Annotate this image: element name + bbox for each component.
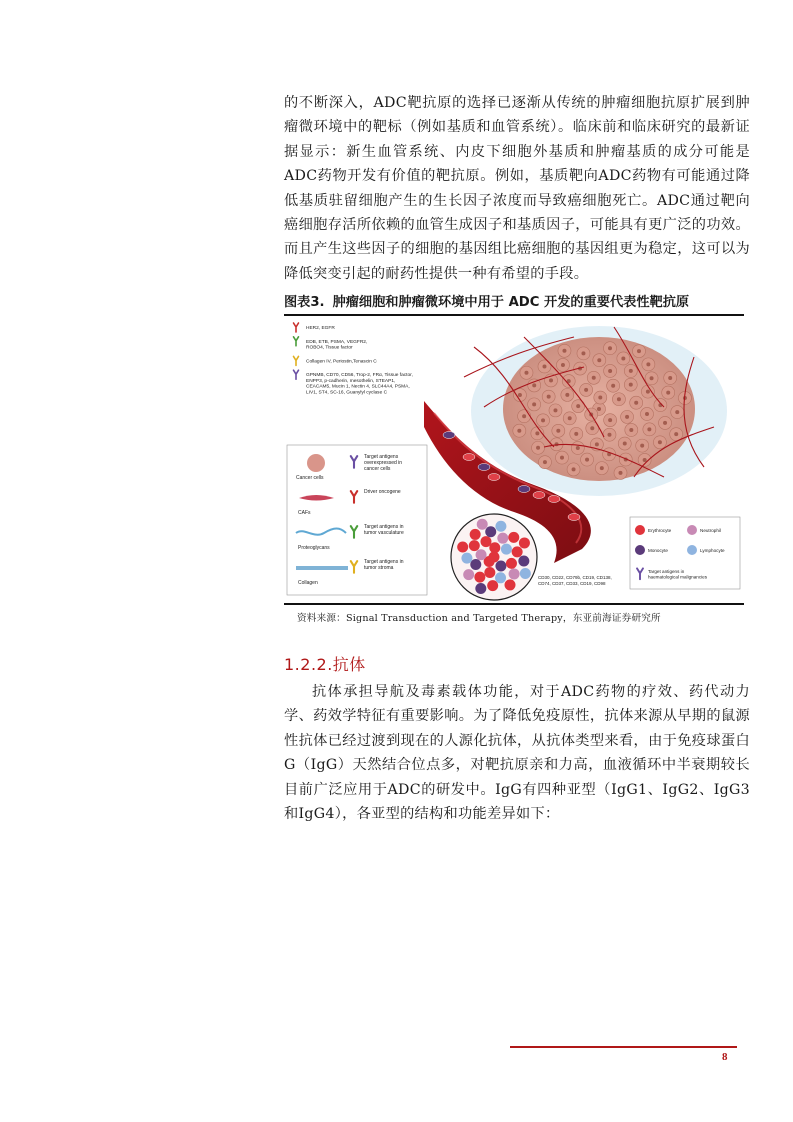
blood-cell-icon (687, 525, 697, 535)
blood-cell (505, 579, 516, 590)
cell-nucleus (658, 440, 662, 444)
cell-nucleus (581, 351, 585, 355)
figure-number: 图表3. (284, 295, 325, 310)
cell-nucleus (522, 414, 526, 418)
cell-nucleus (518, 393, 522, 397)
tumor-microenvironment-diagram (284, 317, 744, 601)
cell-nucleus (611, 384, 615, 388)
blood-cell (501, 544, 512, 555)
cell-nucleus (625, 415, 629, 419)
cell-legend-label: Cancer cells (296, 475, 324, 481)
antigen-legend-label: HER2, EGFR (306, 326, 335, 331)
blood-cell (508, 532, 519, 543)
target-legend-label: Target antigens in tumor vasculature (364, 524, 404, 536)
cell-nucleus (543, 460, 547, 464)
blood-cell (512, 546, 523, 557)
cell-nucleus (668, 376, 672, 380)
blood-cell (463, 454, 475, 461)
cell-nucleus (640, 444, 644, 448)
cell-nucleus (568, 416, 572, 420)
blood-cell-label: Lymphocyte (700, 547, 725, 553)
cell-nucleus (560, 456, 564, 460)
figure-source: 资料来源：Signal Transduction and Targeted Therapy，东亚前海证券研究所 (297, 613, 661, 624)
blood-cell (495, 561, 506, 572)
cell-legend-label: CAFs (298, 510, 311, 516)
cell-nucleus (598, 396, 602, 400)
blood-cell (509, 568, 520, 579)
blood-cell (568, 514, 580, 521)
cell-nucleus (608, 418, 612, 422)
target-legend-label: Target antigens in tumor stroma (364, 559, 404, 571)
cell-nucleus (556, 429, 560, 433)
cell-nucleus (674, 432, 678, 436)
blood-cell (443, 432, 455, 439)
cell-nucleus (542, 364, 546, 368)
cell-nucleus (597, 407, 601, 411)
antibody-icon (294, 356, 299, 365)
antibody-icon (294, 323, 299, 332)
cell-nucleus (592, 376, 596, 380)
cell-legend-box (287, 445, 427, 595)
page-number: 8 (722, 1051, 728, 1063)
blood-cell (518, 486, 530, 493)
blood-cell-label: Monocyte (648, 547, 668, 553)
blood-cell (475, 583, 486, 594)
figure-title (284, 294, 742, 312)
cell-nucleus (675, 410, 679, 414)
blood-cell (457, 542, 468, 553)
blood-cell-icon (635, 545, 645, 555)
blood-cell (488, 474, 500, 481)
cell-nucleus (600, 466, 604, 470)
collagen-icon (296, 566, 348, 570)
cell-nucleus (517, 429, 521, 433)
cell-nucleus (645, 412, 649, 416)
blood-cell (487, 580, 498, 591)
cell-nucleus (663, 421, 667, 425)
blood-cell (495, 572, 506, 583)
cell-nucleus (572, 467, 576, 471)
cell-nucleus (595, 442, 599, 446)
blood-cell (519, 537, 530, 548)
cell-legend-label: Proteoglycans (298, 545, 330, 551)
blood-cell (470, 559, 481, 570)
target-legend-label: Target antigens overexpressed in cancer cells (364, 454, 403, 472)
cell-nucleus (597, 358, 601, 362)
blood-cell (476, 549, 487, 560)
cell-nucleus (541, 418, 545, 422)
antigen-legend-label: GPNMB, CD70, CD56, Trop-2, FRα, Tissue factor, ENPP3, p-cadherin, mesothelin, STEAP1, CEACAM5, Mucin 1, Nectin 4, SLC44A4, PSMA, LIV1, ST4, SC-16, Guanylyl cyclase C (306, 373, 413, 396)
cell-nucleus (608, 369, 612, 373)
blood-cell (548, 496, 560, 503)
cell-nucleus (629, 428, 633, 432)
blood-cell (485, 526, 496, 537)
cell-nucleus (646, 362, 650, 366)
blood-cell-icon (687, 545, 697, 555)
paragraph-1: 的不断深入，ADC靶抗原的选择已逐渐从传统的肿瘤细胞抗原扩展到肿瘤微环境中的靶标（例如基质和血管系统）。临床前和临床研究的最新证据显示：新生血管系统、内皮下细胞外基质和肿瘤基质的成分可能是ADC药物开发有价值的靶抗原。例如，基质靶向ADC药物有可能通过降低基质驻留细胞产生的生长因子浓度而导致癌细胞死亡。ADC通过靶向癌细胞存活所依赖的血管生成因子和基质因子，可能具有更广泛的功效。而且产生这些因子的细胞的基因组比癌细胞的基因组更为稳定，这可以为降低突变引起的耐药性提供一种有希望的手段。 (284, 95, 750, 282)
cell-nucleus (536, 446, 540, 450)
blood-cell (478, 464, 490, 471)
cell-nucleus (547, 395, 551, 399)
cell-nucleus (629, 369, 633, 373)
antibody-icon (294, 337, 299, 346)
cell-nucleus (623, 442, 627, 446)
cell-nucleus (637, 349, 641, 353)
cell-nucleus (621, 356, 625, 360)
antibody-icon (294, 370, 299, 379)
cell-nucleus (617, 397, 621, 401)
section-heading (284, 652, 366, 675)
antigen-legend-label: EDB, ETB, PSMA, VEGFR2, ROBO4, Tissue factor (306, 339, 368, 351)
blood-cell (474, 572, 485, 583)
cell-nucleus (532, 383, 536, 387)
cell-nucleus (576, 404, 580, 408)
footer-rule (510, 1046, 737, 1048)
blood-cell (518, 556, 529, 567)
cell-nucleus (561, 363, 565, 367)
cell-nucleus (634, 401, 638, 405)
svg-text:CD30, CD22, CD79b, CD19, CD138: CD30, CD22, CD79b, CD19, CD138, CD74, CD37, CD33, CD19, CD98 (538, 575, 612, 586)
cell-nucleus (666, 391, 670, 395)
section-title: 抗体 (332, 655, 366, 674)
paragraph-2: 抗体承担导航及毒素载体功能，对于ADC药物的疗效、药代动力学、药效学特征有重要影响。为了降低免疫原性，抗体来源从早期的鼠源性抗体已经过渡到现在的人源化抗体，从抗体类型来看，由于免疫球蛋白G（IgG）天然结合位点多，对靶抗原亲和力高，血液循环中半衰期较长目前广泛应用于ADC的研发中。IgG有四种亚型（IgG1、IgG2、IgG3和IgG4），各亚型的结构和功能差异如下： (284, 684, 750, 823)
blood-cell (497, 533, 508, 544)
blood-cell (469, 540, 480, 551)
cell-nucleus (574, 432, 578, 436)
blood-cell (470, 529, 481, 540)
cell-nucleus (590, 426, 594, 430)
cell-nucleus (643, 458, 647, 462)
tumor-mass (464, 326, 727, 496)
blood-cell (461, 553, 472, 564)
blood-legend-note: Target antigens in haematological malignancies (648, 569, 707, 580)
cancer-cell-icon (307, 454, 325, 472)
antigen-legend (294, 323, 413, 395)
target-legend-label: Driver oncogene (364, 489, 401, 495)
cell-nucleus (549, 378, 553, 382)
cell-nucleus (565, 393, 569, 397)
cell-nucleus (535, 431, 539, 435)
blood-cell (484, 567, 495, 578)
section-number: 1.2.2. (284, 655, 333, 674)
cell-legend-label: Collagen (298, 580, 318, 586)
blood-cell (463, 569, 474, 580)
cell-nucleus (608, 346, 612, 350)
blood-cell (480, 536, 491, 547)
cell-nucleus (562, 349, 566, 353)
cell-nucleus (647, 427, 651, 431)
figure-top-rule (284, 314, 744, 316)
blood-cell (477, 519, 488, 530)
cell-nucleus (553, 408, 557, 412)
antigen-legend-label: Collagen IV, Periostin,Tenascin C (306, 359, 377, 365)
cell-nucleus (607, 433, 611, 437)
cell-nucleus (646, 390, 650, 394)
cell-nucleus (532, 402, 536, 406)
blood-cell-label: Neutrophil (700, 527, 721, 533)
cell-nucleus (650, 376, 654, 380)
blood-cell (520, 568, 531, 579)
cell-nucleus (618, 471, 622, 475)
cell-nucleus (584, 388, 588, 392)
figure-illustration (284, 317, 744, 601)
cell-nucleus (585, 458, 589, 462)
figure-bottom-rule (284, 603, 744, 605)
blood-cell-label: Erythrocyte (648, 527, 672, 533)
cell-nucleus (629, 383, 633, 387)
cell-nucleus (524, 371, 528, 375)
blood-cell (533, 492, 545, 499)
cell-nucleus (576, 446, 580, 450)
blood-cell-icon (635, 525, 645, 535)
blood-cell (506, 558, 517, 569)
blood-cell (495, 521, 506, 532)
figure-title-text: 肿瘤细胞和肿瘤微环境中用于 ADC 开发的重要代表性靶抗原 (332, 295, 690, 310)
